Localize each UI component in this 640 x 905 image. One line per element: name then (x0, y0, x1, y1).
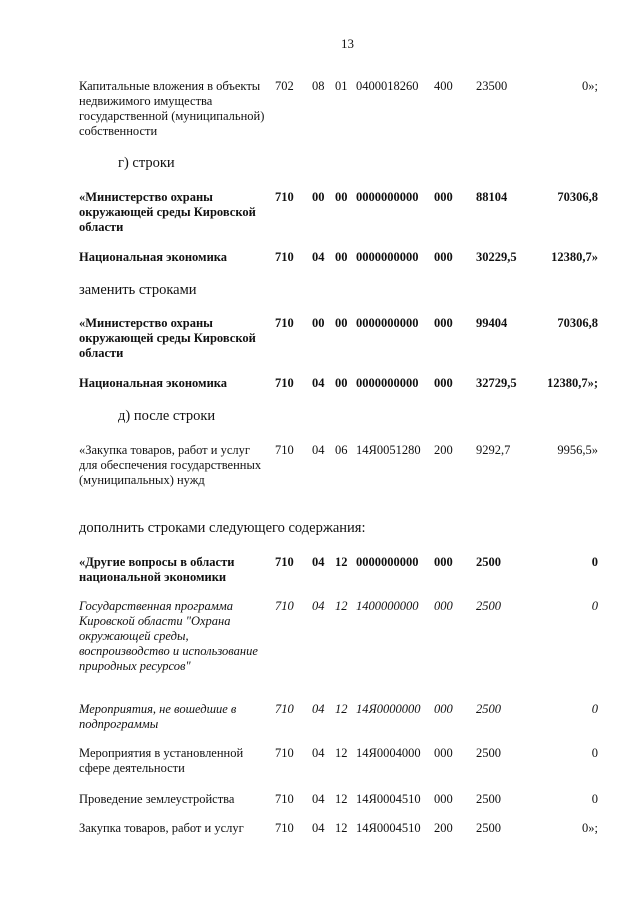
amount-2: 0»; (582, 821, 598, 835)
code-ministry: 710 (275, 821, 294, 835)
code-section: 00 (312, 190, 325, 204)
code-subsection: 00 (335, 250, 348, 264)
code-ministry: 710 (275, 746, 294, 760)
code-subsection: 01 (335, 79, 348, 93)
amount-1: 99404 (476, 316, 508, 330)
row-name: «Министерство охраны окружающей среды Кировской области (79, 316, 256, 360)
code-subsection: 12 (335, 792, 348, 806)
amount-2: 12380,7»; (546, 376, 598, 390)
code-target: 0000000000 (356, 250, 419, 264)
code-expense-type: 000 (434, 702, 453, 716)
code-expense-type: 000 (434, 792, 453, 806)
code-section: 04 (312, 746, 325, 760)
row-name: Капитальные вложения в объекты недвижимого имущества государственной (муниципальной) собственности (79, 79, 265, 138)
page-number: 13 (341, 36, 354, 51)
code-subsection: 06 (335, 443, 348, 457)
code-section: 00 (312, 316, 325, 330)
amount-1: 88104 (476, 190, 508, 204)
code-subsection: 00 (335, 190, 348, 204)
code-section: 08 (312, 79, 325, 93)
code-expense-type: 000 (434, 746, 453, 760)
amount-1: 2500 (476, 555, 501, 569)
code-expense-type: 000 (434, 316, 453, 330)
code-expense-type: 000 (434, 250, 453, 264)
row-name: Национальная экономика (79, 376, 228, 390)
code-section: 04 (312, 555, 325, 569)
code-ministry: 710 (275, 443, 294, 457)
code-ministry: 702 (275, 79, 294, 93)
code-expense-type: 000 (434, 555, 453, 569)
code-target: 0000000000 (356, 316, 419, 330)
code-expense-type: 200 (434, 821, 453, 835)
amount-2: 0 (591, 555, 598, 569)
amount-1: 2500 (476, 702, 501, 716)
amount-2: 70306,8 (557, 190, 598, 204)
amount-2: 9956,5» (557, 443, 598, 457)
row-name: «Закупка товаров, работ и услуг для обеспечения государственных (муниципальных) нужд (79, 443, 262, 487)
code-target: 14Я0004000 (356, 746, 421, 760)
code-target: 0000000000 (356, 555, 419, 569)
amount-2: 0 (591, 792, 598, 806)
code-section: 04 (312, 443, 325, 457)
row-name: Мероприятия, не вошедшие в подпрограммы (79, 702, 237, 731)
row-name: «Министерство охраны окружающей среды Кировской области (79, 190, 256, 234)
code-expense-type: 000 (434, 599, 453, 613)
code-section: 04 (312, 792, 325, 806)
code-subsection: 12 (335, 746, 348, 760)
code-section: 04 (312, 702, 325, 716)
code-target: 0400018260 (356, 79, 419, 93)
code-subsection: 00 (335, 376, 348, 390)
row-name: Закупка товаров, работ и услуг (79, 821, 244, 835)
amount-1: 2500 (476, 746, 501, 760)
code-subsection: 12 (335, 821, 348, 835)
amount-1: 2500 (476, 792, 501, 806)
code-section: 04 (312, 250, 325, 264)
amount-1: 9292,7 (476, 443, 511, 457)
code-target: 14Я0051280 (356, 443, 421, 457)
row-name: Проведение землеустройства (79, 792, 235, 806)
code-ministry: 710 (275, 190, 294, 204)
section-d: д) после строки (118, 408, 216, 424)
row-name: Мероприятия в установленной сфере деятельности (79, 746, 244, 775)
code-target: 0000000000 (356, 376, 419, 390)
section-g: г) строки (118, 155, 175, 171)
amount-2: 0 (591, 599, 598, 613)
code-expense-type: 200 (434, 443, 453, 457)
code-ministry: 710 (275, 702, 294, 716)
row-name: Государственная программа Кировской области "Охрана окружающей среды, воспроизводство и использование природных ресурсов" (79, 599, 258, 673)
row-name: Национальная экономика (79, 250, 228, 264)
code-expense-type: 400 (434, 79, 453, 93)
code-subsection: 12 (335, 555, 348, 569)
amount-1: 32729,5 (476, 376, 517, 390)
amount-2: 0 (591, 746, 598, 760)
code-target: 1400000000 (356, 599, 419, 613)
code-ministry: 710 (275, 250, 294, 264)
amount-1: 23500 (476, 79, 508, 93)
code-section: 04 (312, 821, 325, 835)
code-target: 0000000000 (356, 190, 419, 204)
amount-1: 2500 (476, 821, 501, 835)
amount-1: 2500 (476, 599, 501, 613)
code-ministry: 710 (275, 599, 294, 613)
code-subsection: 12 (335, 702, 348, 716)
code-expense-type: 000 (434, 376, 453, 390)
code-target: 14Я0004510 (356, 821, 421, 835)
section-add: дополнить строками следующего содержания: (79, 520, 366, 536)
code-expense-type: 000 (434, 190, 453, 204)
code-target: 14Я0000000 (356, 702, 421, 716)
code-target: 14Я0004510 (356, 792, 421, 806)
code-ministry: 710 (275, 316, 294, 330)
code-ministry: 710 (275, 376, 294, 390)
code-ministry: 710 (275, 792, 294, 806)
code-section: 04 (312, 376, 325, 390)
code-ministry: 710 (275, 555, 294, 569)
amount-2: 0»; (582, 79, 598, 93)
amount-2: 70306,8 (557, 316, 598, 330)
amount-2: 12380,7» (551, 250, 598, 264)
code-section: 04 (312, 599, 325, 613)
code-subsection: 00 (335, 316, 348, 330)
row-name: «Другие вопросы в области национальной экономики (79, 555, 235, 584)
code-subsection: 12 (335, 599, 348, 613)
section-replace: заменить строками (79, 282, 197, 298)
amount-2: 0 (591, 702, 598, 716)
amount-1: 30229,5 (476, 250, 517, 264)
